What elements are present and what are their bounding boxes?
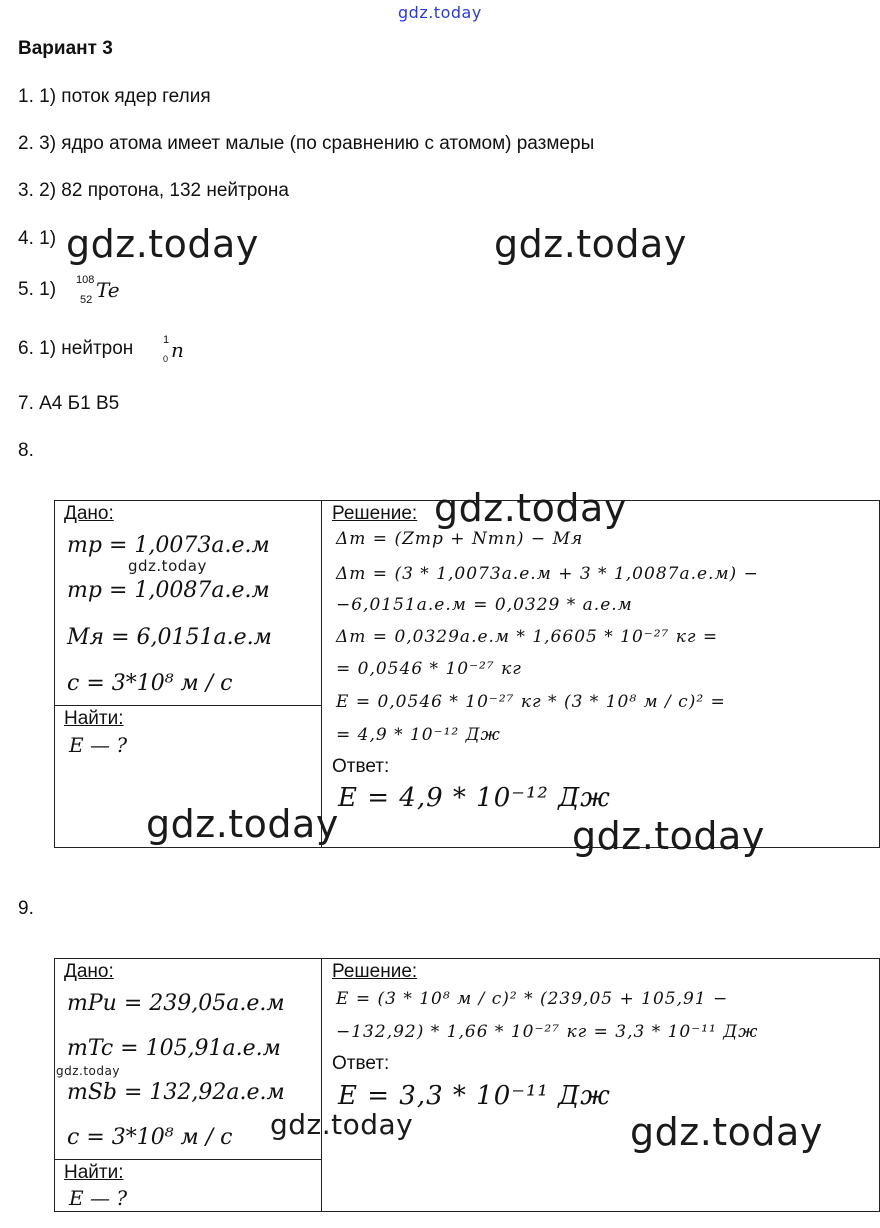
task8-solution-label: Решение: — [332, 503, 418, 524]
nuclide-n-charge: 0 — [163, 354, 169, 364]
nuclide-n-symbol: n — [171, 338, 184, 362]
nuclide-te — [72, 274, 132, 308]
task8-answer: E = 4,9 * 10⁻¹² Дж — [338, 783, 611, 813]
task8-given-cell — [55, 501, 322, 706]
task8-given-3: Mя = 6,0151а.е.м — [67, 625, 272, 650]
task9-solution-cell — [322, 959, 880, 1212]
watermark-8: gdz.today — [270, 1108, 414, 1141]
watermark-2: gdz.today — [494, 222, 687, 266]
task9-solution-label: Решение: — [332, 961, 418, 982]
variant-heading: Вариант 3 — [18, 38, 113, 59]
answer-4: 4. 1) — [18, 228, 57, 249]
task9-given-label: Дано: — [64, 961, 114, 982]
task8-given-1: mp = 1,0073а.е.м — [67, 533, 270, 558]
answer-2: 2. 3) ядро атома имеет малые (по сравнению с атомом) размеры — [18, 133, 595, 154]
task8-find: E — ? — [69, 733, 128, 757]
task8-solution-7: = 4,9 * 10⁻¹² Дж — [336, 725, 501, 745]
watermark-9: gdz.today — [630, 1110, 823, 1154]
task8-solution-5: = 0,0546 * 10⁻²⁷ кг — [336, 659, 522, 679]
watermark-top: gdz.today — [398, 3, 482, 22]
watermark-7: gdz.today — [56, 1064, 120, 1078]
nuclide-n-mass: 1 — [163, 334, 170, 346]
watermark-3: gdz.today — [434, 486, 627, 530]
task9-given-1: mPu = 239,05а.е.м — [67, 991, 285, 1016]
answer-1: 1. 1) поток ядер гелия — [18, 86, 211, 107]
answer-3: 3. 2) 82 протона, 132 нейтрона — [18, 180, 289, 201]
answer-7: 7. А4 Б1 В5 — [18, 393, 120, 414]
task8-find-label: Найти: — [64, 708, 124, 729]
watermark-4: gdz.today — [128, 557, 207, 575]
task8-solution-4: Δm = 0,0329а.е.м * 1,6605 * 10⁻²⁷ кг = — [336, 627, 719, 647]
task8-solution-6: E = 0,0546 * 10⁻²⁷ кг * (3 * 10⁸ м / с)² = — [336, 692, 726, 712]
task8-given-4: c = 3*10⁸ м / с — [67, 671, 233, 696]
task8-given-2: mp = 1,0087а.е.м — [67, 578, 270, 603]
task8-solution-3: −6,0151а.е.м = 0,0329 * а.е.м — [336, 595, 633, 615]
watermark-1: gdz.today — [66, 222, 259, 266]
task9-solution-2: −132,92) * 1,66 * 10⁻²⁷ кг = 3,3 * 10⁻¹¹ Дж — [336, 1022, 759, 1042]
task9-answer-label: Ответ: — [332, 1053, 390, 1074]
nuclide-neutron — [160, 334, 190, 368]
task9-given-2: mTc = 105,91а.е.м — [67, 1036, 281, 1061]
nuclide-te-symbol: Te — [96, 278, 120, 302]
answer-8: 8. — [18, 440, 34, 461]
task8-table — [54, 500, 880, 848]
answer-5: 5. 1) — [18, 279, 57, 300]
task8-answer-label: Ответ: — [332, 756, 390, 777]
task9-answer: E = 3,3 * 10⁻¹¹ Дж — [338, 1081, 611, 1111]
task8-solution-1: Δm = (Zmp + Nmn) − Mя — [336, 529, 584, 549]
answer-9: 9. — [18, 898, 34, 919]
nuclide-te-mass: 108 — [76, 274, 95, 286]
task8-solution-2: Δm = (3 * 1,0073а.е.м + 3 * 1,0087а.е.м) − — [336, 564, 759, 584]
task9-find-cell — [55, 1160, 322, 1212]
task9-solution-1: E = (3 * 10⁸ м / с)² * (239,05 + 105,91 − — [336, 989, 729, 1009]
task9-find: E — ? — [69, 1186, 128, 1210]
watermark-6: gdz.today — [572, 814, 765, 858]
nuclide-te-charge: 52 — [80, 294, 93, 306]
watermark-5: gdz.today — [146, 802, 339, 846]
task8-solution-cell — [322, 501, 880, 848]
task9-given-3: mSb = 132,92а.е.м — [67, 1080, 285, 1105]
task9-table — [54, 958, 880, 1212]
answer-6: 6. 1) нейтрон — [18, 338, 134, 359]
task9-given-4: c = 3*10⁸ м / с — [67, 1125, 233, 1150]
task8-given-label: Дано: — [64, 503, 114, 524]
task9-find-label: Найти: — [64, 1162, 124, 1183]
